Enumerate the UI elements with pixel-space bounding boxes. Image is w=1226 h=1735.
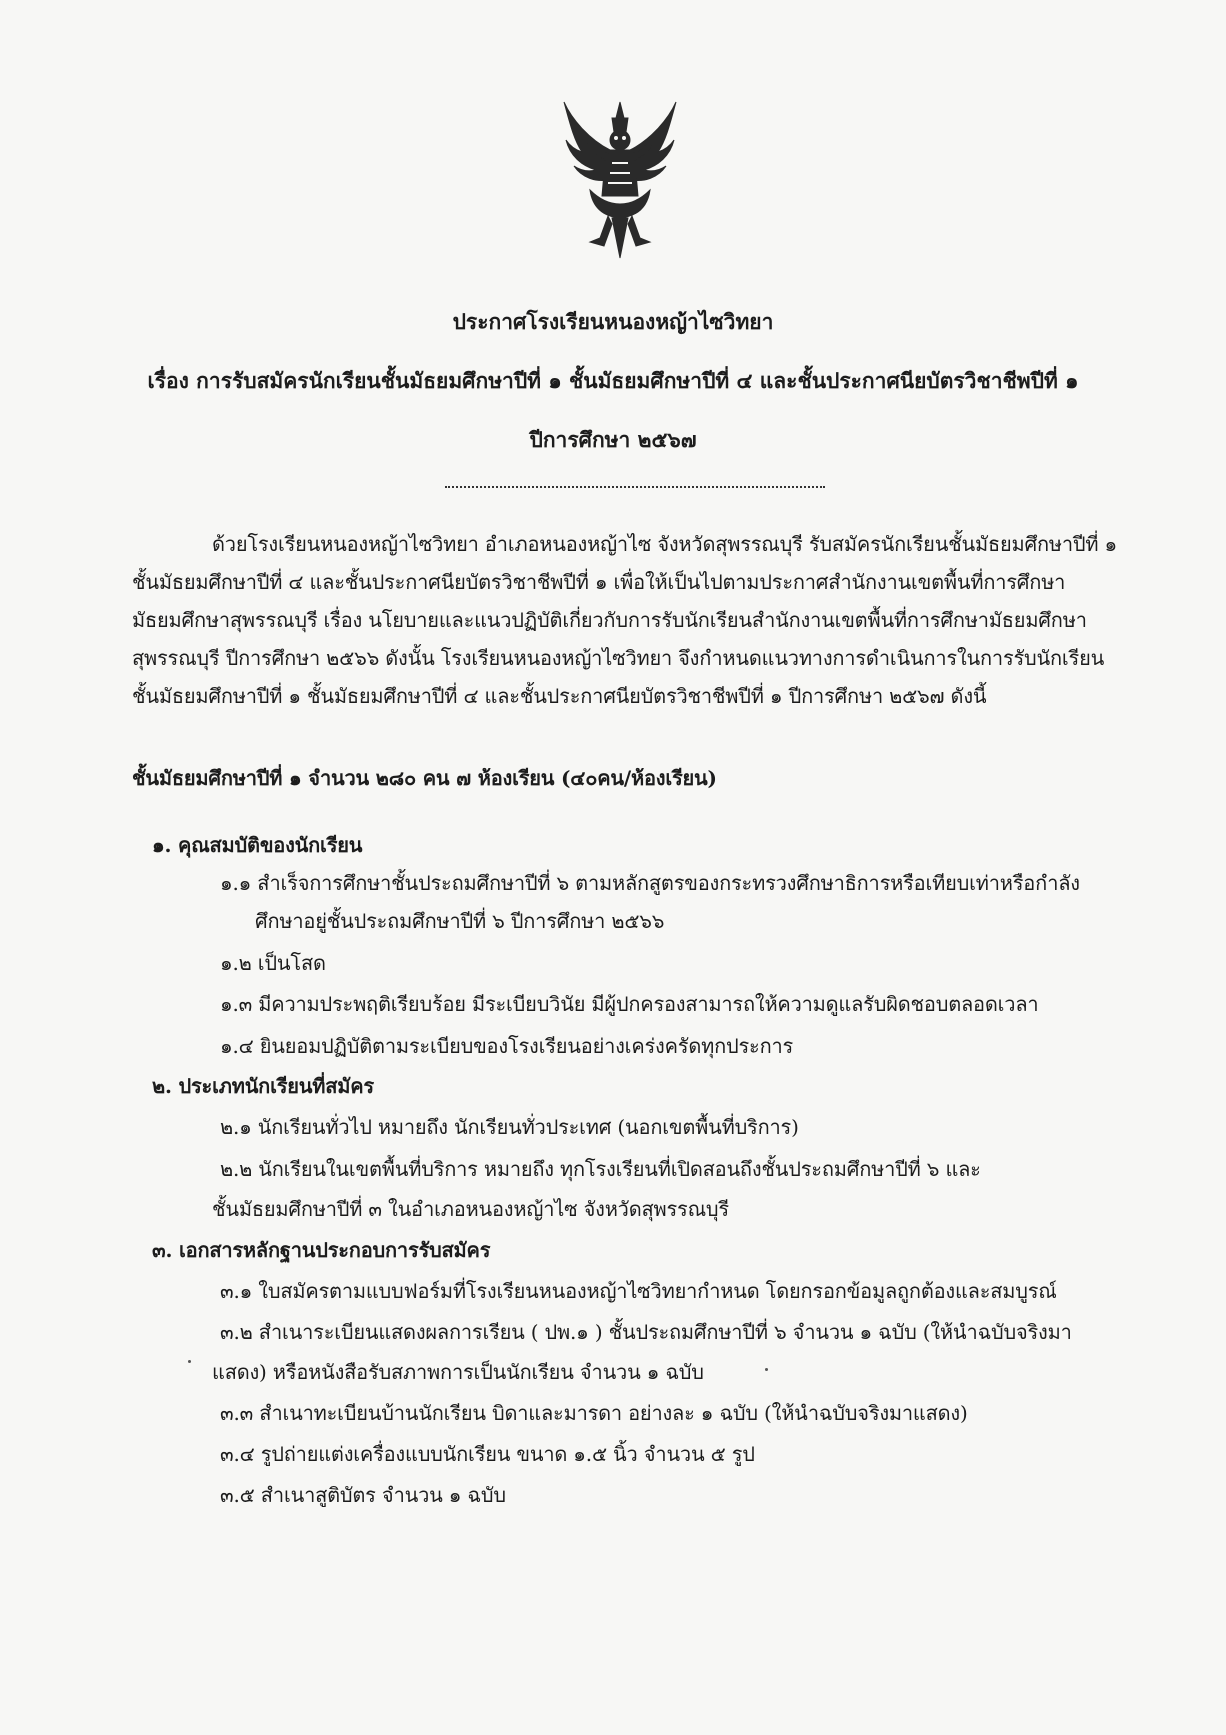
item-3-4: ๓.๔ รูปถ่ายแต่งเครื่องแบบนักเรียน ขนาด ๑.๕ นิ้ว จำนวน ๕ รูป bbox=[220, 1442, 755, 1466]
intro-line-3: มัธยมศึกษาสุพรรณบุรี เรื่อง นโยบายและแนวปฏิบัติเกี่ยวกับการรับนักเรียนสำนักงานเขตพื้นที่การศึกษามัธยมศึกษา bbox=[132, 608, 1087, 632]
intro-line-1: ด้วยโรงเรียนหนองหญ้าไซวิทยา อำเภอหนองหญ้าไซ จังหวัดสุพรรณบุรี รับสมัครนักเรียนชั้นมัธยมศึกษาปีที่ ๑ bbox=[212, 532, 1118, 556]
item-3-1: ๓.๑ ใบสมัครตามแบบฟอร์มที่โรงเรียนหนองหญ้าไซวิทยากำหนด โดยกรอกข้อมูลถูกต้องและสมบูรณ์ bbox=[220, 1279, 1057, 1303]
announcement-title: ประกาศโรงเรียนหนองหญ้าไซวิทยา bbox=[452, 309, 774, 334]
item-1-2: ๑.๒ เป็นโสด bbox=[220, 951, 326, 975]
item-3-5: ๓.๕ สำเนาสูติบัตร จำนวน ๑ ฉบับ bbox=[220, 1483, 506, 1507]
separator-line bbox=[445, 486, 825, 488]
section-heading: ชั้นมัธยมศึกษาปีที่ ๑ จำนวน ๒๘๐ คน ๗ ห้องเรียน (๔๐คน/ห้องเรียน) bbox=[132, 766, 717, 790]
academic-year: ปีการศึกษา ๒๕๖๗ bbox=[529, 427, 697, 452]
item-heading-qualifications: ๑. คุณสมบัติของนักเรียน bbox=[152, 833, 363, 857]
item-2-2-cont: ชั้นมัธยมศึกษาปีที่ ๓ ในอำเภอหนองหญ้าไซ จังหวัดสุพรรณบุรี bbox=[212, 1197, 729, 1221]
intro-line-2: ชั้นมัธยมศึกษาปีที่ ๔ และชั้นประกาศนียบัตรวิชาชีพปีที่ ๑ เพื่อให้เป็นไปตามประกาศสำนักงานเขตพื้นที่การศึกษา bbox=[132, 570, 1066, 594]
garuda-emblem-icon bbox=[560, 100, 680, 260]
item-3-2-cont: แสดง) หรือหนังสือรับสภาพการเป็นนักเรียน จำนวน ๑ ฉบับ bbox=[212, 1360, 704, 1384]
item-3-2: ๓.๒ สำเนาระเบียนแสดงผลการเรียน ( ปพ.๑ ) ชั้นประถมศึกษาปีที่ ๖ จำนวน ๑ ฉบับ (ให้นำฉบับจริงมา bbox=[220, 1320, 1072, 1344]
item-1-4: ๑.๔ ยินยอมปฏิบัติตามระเบียบของโรงเรียนอย่างเคร่งครัดทุกประการ bbox=[220, 1034, 794, 1058]
intro-line-4: สุพรรณบุรี ปีการศึกษา ๒๕๖๖ ดังนั้น โรงเรียนหนองหญ้าไซวิทยา จึงกำหนดแนวทางการดำเนินการในการรับนักเรียน bbox=[132, 646, 1105, 670]
item-3-3: ๓.๓ สำเนาทะเบียนบ้านนักเรียน บิดาและมารดา อย่างละ ๑ ฉบับ (ให้นำฉบับจริงมาแสดง) bbox=[220, 1401, 968, 1425]
scan-speck bbox=[188, 1360, 191, 1363]
item-1-1: ๑.๑ สำเร็จการศึกษาชั้นประถมศึกษาปีที่ ๖ ตามหลักสูตรของกระทรวงศึกษาธิการหรือเทียบเท่าหรือกำลัง bbox=[220, 871, 1080, 895]
item-1-1-cont: ศึกษาอยู่ชั้นประถมศึกษาปีที่ ๖ ปีการศึกษา ๒๕๖๖ bbox=[255, 909, 665, 933]
item-2-1: ๒.๑ นักเรียนทั่วไป หมายถึง นักเรียนทั่วประเทศ (นอกเขตพื้นที่บริการ) bbox=[220, 1115, 799, 1139]
item-1-3: ๑.๓ มีความประพฤติเรียบร้อย มีระเบียบวินัย มีผู้ปกครองสามารถให้ความดูแลรับผิดชอบตลอดเวลา bbox=[220, 992, 1039, 1016]
item-2-2: ๒.๒ นักเรียนในเขตพื้นที่บริการ หมายถึง ทุกโรงเรียนที่เปิดสอนถึงชั้นประถมศึกษาปีที่ ๖ และ bbox=[220, 1157, 981, 1181]
announcement-subject: เรื่อง การรับสมัครนักเรียนชั้นมัธยมศึกษาปีที่ ๑ ชั้นมัธยมศึกษาปีที่ ๔ และชั้นประกาศนียบัตรวิชาชีพปีที่ ๑ bbox=[147, 368, 1079, 393]
item-heading-student-types: ๒. ประเภทนักเรียนที่สมัคร bbox=[152, 1074, 374, 1098]
intro-line-5: ชั้นมัธยมศึกษาปีที่ ๑ ชั้นมัธยมศึกษาปีที่ ๔ และชั้นประกาศนียบัตรวิชาชีพปีที่ ๑ ปีการศึกษา ๒๕๖๗ ดังนี้ bbox=[132, 684, 987, 708]
scan-speck bbox=[765, 1368, 768, 1371]
item-heading-documents: ๓. เอกสารหลักฐานประกอบการรับสมัคร bbox=[152, 1238, 491, 1262]
